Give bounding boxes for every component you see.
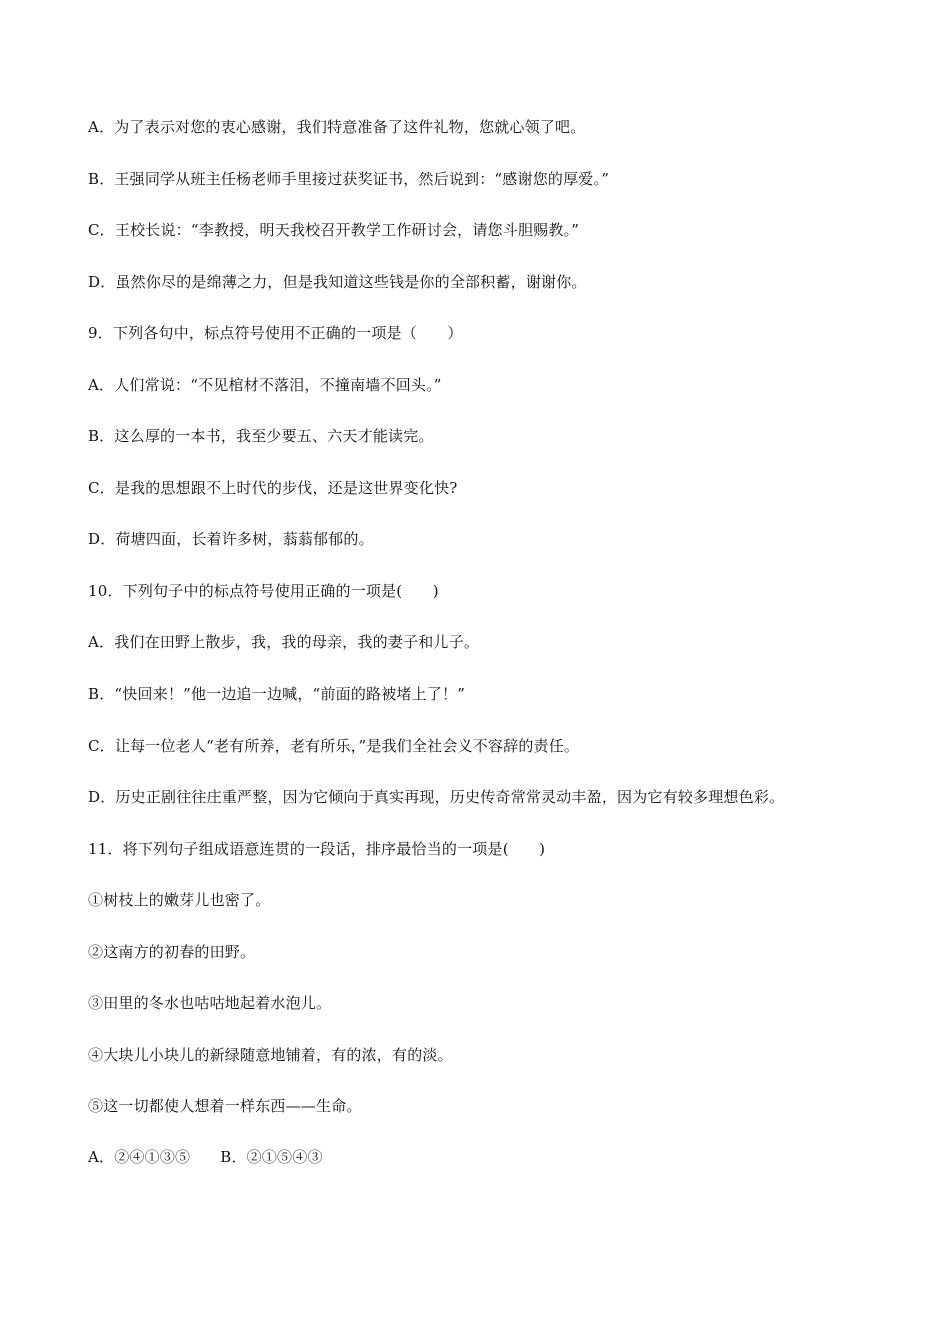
question-11-sentence-2: ②这南方的初春的田野。	[88, 943, 256, 961]
question-10-stem: 10．下列句子中的标点符号使用正确的一项是( )	[88, 582, 439, 600]
question-9-option-c: C．是我的思想跟不上时代的步伐，还是这世界变化快?	[88, 479, 458, 497]
prev-question-option-d: D．虽然你尽的是绵薄之力，但是我知道这些钱是你的全部积蓄，谢谢你。	[88, 273, 587, 291]
question-9-stem: 9．下列各句中，标点符号使用不正确的一项是（ ）	[88, 324, 463, 342]
question-11-option-b: B．②①⑤④③	[220, 1148, 323, 1166]
question-11-sentence-3: ③田里的冬水也咕咕地起着水泡儿。	[88, 994, 332, 1012]
question-11-sentence-5: ⑤这一切都使人想着一样东西——生命。	[88, 1097, 362, 1115]
prev-question-option-b: B．王强同学从班主任杨老师手里接过获奖证书，然后说到：“感谢您的厚爱。”	[88, 170, 610, 188]
question-11-stem: 11．将下列句子组成语意连贯的一段话，排序最恰当的一项是( )	[88, 840, 546, 858]
question-11-options-row	[88, 1147, 323, 1167]
question-9-option-d: D．荷塘四面，长着许多树，蓊蓊郁郁的。	[88, 530, 374, 548]
question-10-option-b: B．“快回来！”他一边追一边喊，“前面的路被堵上了！”	[88, 685, 466, 703]
prev-question-option-c: C．王校长说：“李教授，明天我校召开教学工作研讨会，请您斗胆赐教。”	[88, 221, 580, 239]
question-9-option-b: B．这么厚的一本书，我至少要五、六天才能读完。	[88, 427, 434, 445]
question-9-option-a: A．人们常说：“不见棺材不落泪，不撞南墙不回头。”	[88, 376, 442, 394]
question-10-option-d: D．历史正剧往往庄重严整，因为它倾向于真实再现，历史传奇常常灵动丰盈，因为它有较多理想色彩。	[88, 788, 785, 806]
question-11-sentence-4: ④大块儿小块儿的新绿随意地铺着，有的浓，有的淡。	[88, 1046, 453, 1064]
question-10-option-a: A．我们在田野上散步，我，我的母亲，我的妻子和儿子。	[88, 633, 480, 651]
question-10-option-c: C．让每一位老人“老有所养，老有所乐，”是我们全社会义不容辞的责任。	[88, 737, 580, 755]
prev-question-option-a: A．为了表示对您的衷心感谢，我们特意准备了这件礼物，您就心领了吧。	[88, 118, 586, 136]
question-11-option-a: A．②④①③⑤	[88, 1148, 191, 1166]
question-11-sentence-1: ①树枝上的嫩芽儿也密了。	[88, 891, 271, 909]
